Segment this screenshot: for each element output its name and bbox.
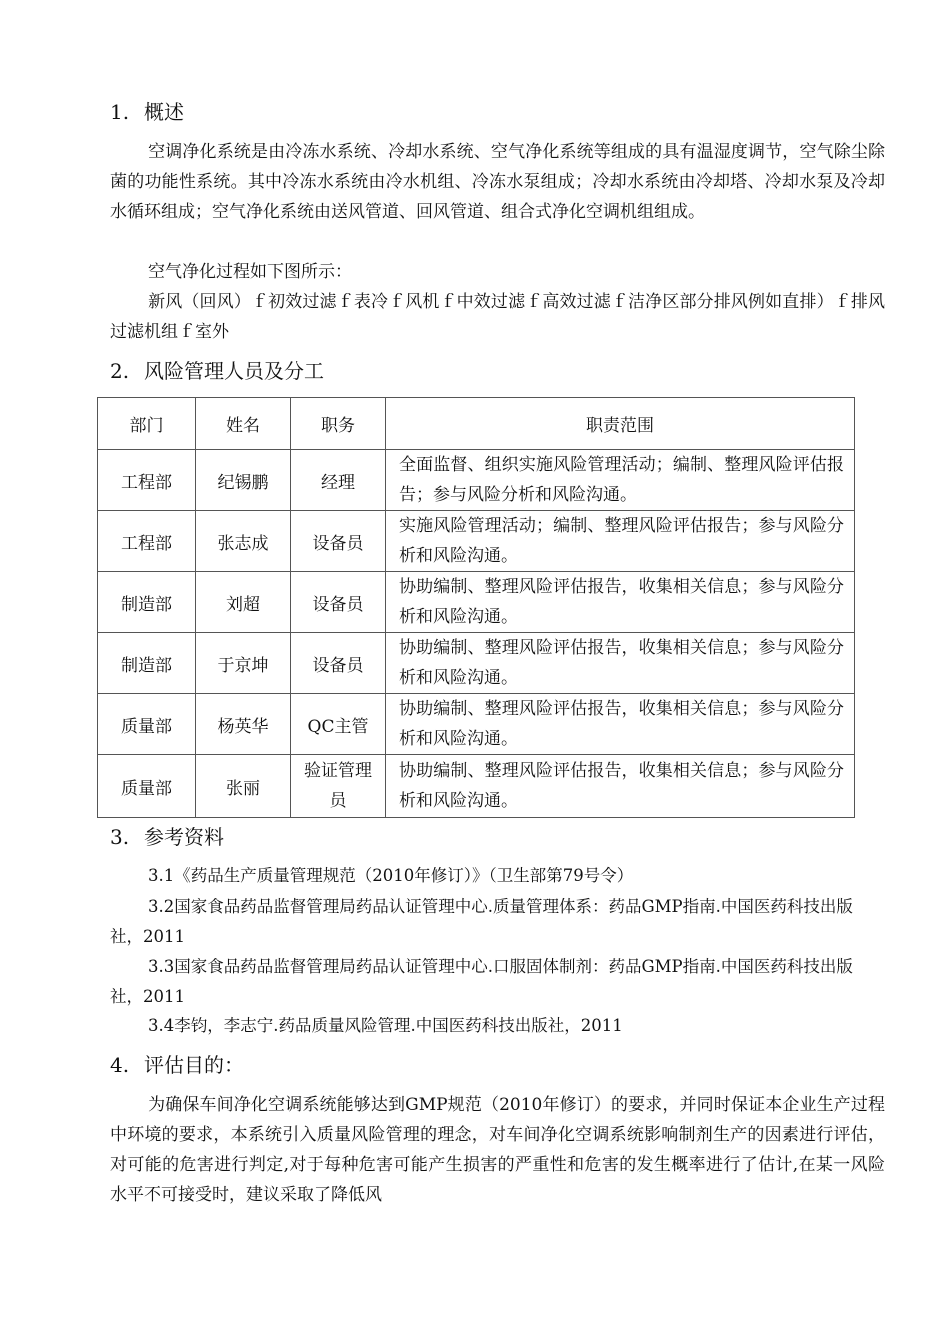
reference-item <box>110 1011 885 1041</box>
cell-department: 质量部 <box>98 694 196 755</box>
section-2-heading <box>110 358 324 384</box>
cell-name: 张丽 <box>196 755 291 818</box>
section-1-paragraph-3-text: 新风（回风）ｆ初效过滤ｆ表冷ｆ风机ｆ中效过滤ｆ高效过滤ｆ洁净区部分排风例如直排）ｆ排风过滤机组ｆ室外 <box>110 292 885 342</box>
reference-text: 3.3国家食品药品监督管理局药品认证管理中心.口服固体制剂：药品GMP指南.中国医药科技出版社，2011 <box>110 957 853 1006</box>
cell-department: 制造部 <box>98 572 196 633</box>
section-4-heading <box>110 1052 244 1078</box>
reference-text: 3.2国家食品药品监督管理局药品认证管理中心.质量管理体系：药品GMP指南.中国医药科技出版社，2011 <box>110 897 853 946</box>
cell-responsibilities: 协助编制、整理风险评估报告，收集相关信息；参与风险分析和风险沟通。 <box>386 755 855 818</box>
cell-name: 张志成 <box>196 511 291 572</box>
cell-name: 刘超 <box>196 572 291 633</box>
table-header-row <box>98 398 855 450</box>
section-1-paragraph-2-text: 空气净化过程如下图所示： <box>148 262 352 282</box>
cell-responsibilities: 全面监督、组织实施风险管理活动；编制、整理风险评估报告；参与风险分析和风险沟通。 <box>386 450 855 511</box>
cell-name: 杨英华 <box>196 694 291 755</box>
cell-department: 制造部 <box>98 633 196 694</box>
section-4-paragraph <box>110 1090 885 1210</box>
cell-position: 设备员 <box>291 572 386 633</box>
section-4-number: 4. <box>110 1053 130 1077</box>
header-responsibilities: 职责范围 <box>386 398 855 450</box>
table-row <box>98 694 855 755</box>
section-1-number: 1. <box>110 100 130 124</box>
cell-position: QC主管 <box>291 694 386 755</box>
cell-responsibilities: 协助编制、整理风险评估报告，收集相关信息；参与风险分析和风险沟通。 <box>386 694 855 755</box>
section-4-title: 评估目的： <box>144 1053 244 1077</box>
section-2-number: 2. <box>110 359 130 383</box>
section-1-paragraph-1-text: 空调净化系统是由冷冻水系统、冷却水系统、空气净化系统等组成的具有温湿度调节，空气除尘除菌的功能性系统。其中冷冻水系统由冷水机组、冷冻水泵组成；冷却水系统由冷却塔、冷却水泵及冷却水循环组成；空气净化系统由送风管道、回风管道、组合式净化空调机组组成。 <box>110 142 885 222</box>
cell-department: 工程部 <box>98 450 196 511</box>
section-1-heading <box>110 99 184 125</box>
header-name: 姓名 <box>196 398 291 450</box>
cell-position: 设备员 <box>291 633 386 694</box>
section-1-paragraph-3 <box>110 287 885 347</box>
cell-responsibilities: 实施风险管理活动；编制、整理风险评估报告；参与风险分析和风险沟通。 <box>386 511 855 572</box>
reference-text: 3.1《药品生产质量管理规范（2010年修订）》（卫生部第79号令） <box>148 866 634 885</box>
table-row <box>98 450 855 511</box>
cell-position: 经理 <box>291 450 386 511</box>
section-3-title: 参考资料 <box>144 825 224 849</box>
table-row <box>98 511 855 572</box>
risk-team-table <box>97 397 855 818</box>
section-1-paragraph-2 <box>110 257 885 287</box>
reference-item <box>110 861 885 891</box>
table-row <box>98 572 855 633</box>
cell-position: 设备员 <box>291 511 386 572</box>
cell-responsibilities: 协助编制、整理风险评估报告，收集相关信息；参与风险分析和风险沟通。 <box>386 572 855 633</box>
cell-position: 验证管理员 <box>291 755 386 818</box>
reference-item <box>110 892 885 952</box>
section-1-paragraph-1 <box>110 137 885 227</box>
section-3-heading <box>110 824 224 850</box>
cell-name: 于京坤 <box>196 633 291 694</box>
section-4-paragraph-text: 为确保车间净化空调系统能够达到GMP规范（2010年修订）的要求，并同时保证本企业生产过程中环境的要求，本系统引入质量风险管理的理念，对车间净化空调系统影响制剂生产的因素进行评估，对可能的危害进行判定,对于每种危害可能产生损害的严重性和危害的发生概率进行了估计,在某一风险水平不可接受时，建议采取了降低风 <box>110 1095 885 1205</box>
reference-text: 3.4李钧，李志宁.药品质量风险管理.中国医药科技出版社，2011 <box>148 1016 623 1035</box>
header-department: 部门 <box>98 398 196 450</box>
section-3-number: 3. <box>110 825 130 849</box>
section-1-title: 概述 <box>144 100 184 124</box>
cell-name: 纪锡鹏 <box>196 450 291 511</box>
table-row <box>98 633 855 694</box>
cell-department: 质量部 <box>98 755 196 818</box>
cell-responsibilities: 协助编制、整理风险评估报告，收集相关信息；参与风险分析和风险沟通。 <box>386 633 855 694</box>
header-position: 职务 <box>291 398 386 450</box>
table-row <box>98 755 855 818</box>
reference-item <box>110 952 885 1012</box>
section-2-title: 风险管理人员及分工 <box>144 359 324 383</box>
cell-department: 工程部 <box>98 511 196 572</box>
